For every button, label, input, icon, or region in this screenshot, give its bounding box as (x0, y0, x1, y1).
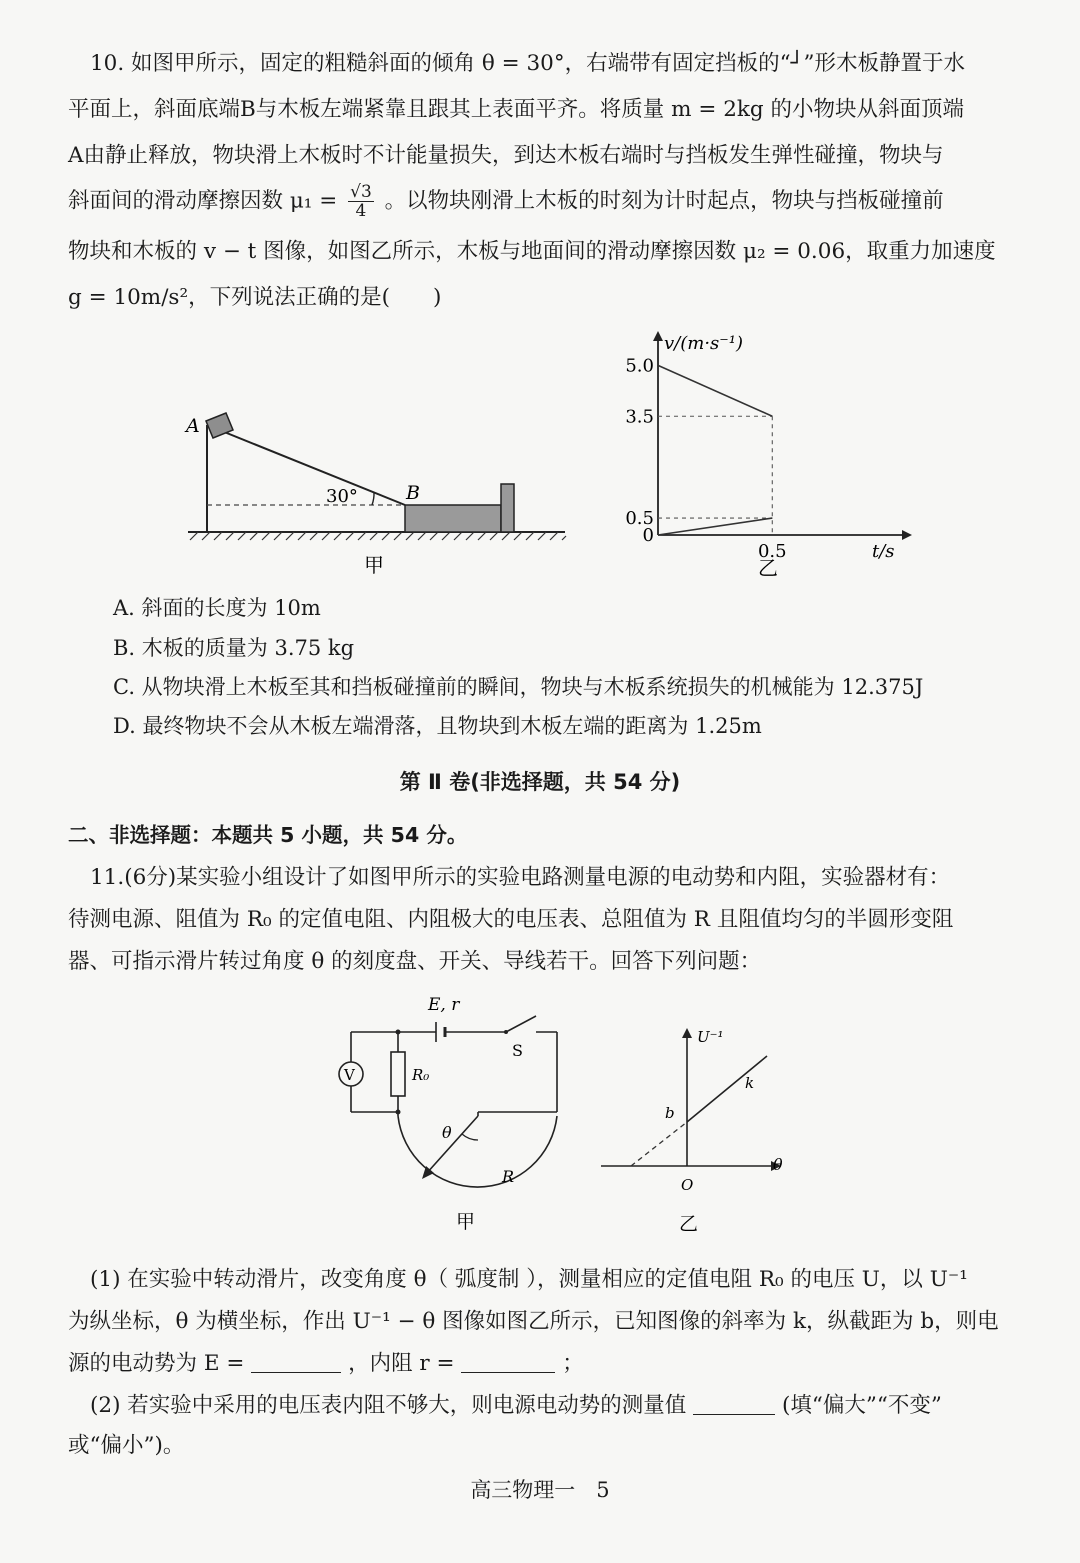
mu1-numerator: √3 (350, 182, 372, 202)
slope-label: k (745, 1074, 755, 1092)
series-line-1 (658, 518, 772, 535)
measurement-bias-answer-blank[interactable] (693, 1392, 775, 1415)
q10-line4-post: 。以物块刚滑上木板的时刻为计时起点，物块与挡板碰撞前 (384, 188, 944, 214)
label-A: A (186, 415, 200, 437)
q10-line6: g = 10m/s²，下列说法正确的是( ) (68, 285, 442, 310)
q11-part1-line1: (1) 在实验中转动滑片，改变角度 θ（ 弧度制 ），测量相应的定值电阻 R₀ 的电压 U，以 U⁻¹ (90, 1267, 968, 1292)
x-axis-label: t/s (872, 541, 895, 562)
q11-line1: 11.(6分)某实验小组设计了如图甲所示的实验电路测量电源的电动势和内阻，实验器材有： (90, 865, 951, 890)
part1-end: ； (562, 1351, 584, 1376)
y-label-u-inverse: U⁻¹ (697, 1028, 724, 1046)
mu1-denominator: 4 (355, 201, 367, 221)
q10-line1: 10. 如图甲所示，固定的粗糙斜面的倾角 θ = 30°，右端带有固定挡板的“┘”形木板静置于水 (90, 51, 966, 76)
x-label-theta: θ (773, 1155, 783, 1174)
q11-line2: 待测电源、阻值为 R₀ 的定值电阻、内阻极大的电压表、总阻值为 R 且阻值均匀的半圆形变阻 (68, 907, 954, 932)
incline-figure (180, 395, 580, 585)
label-Er: E, r (428, 995, 460, 1015)
caption-graph-yi: 乙 (679, 1213, 699, 1235)
x-axis-arrow (902, 530, 912, 540)
slider-arm (426, 1116, 478, 1174)
y-axis-arrow (653, 331, 663, 341)
angle-arc (372, 492, 374, 505)
section-heading: 二、非选择题：本题共 5 小题，共 54 分。 (68, 823, 468, 847)
caption-yi: 乙 (758, 556, 778, 580)
x-tick-label: 0.5 (757, 541, 787, 562)
series-line-0 (658, 365, 772, 416)
part2-prompt: (2) 若实验中采用的电压表内阻不够大，则电源电动势的测量值 (90, 1393, 687, 1418)
option-a: A. 斜面的长度为 10m (113, 596, 321, 620)
label-V: V (344, 1066, 355, 1084)
caption-circuit-jia: 甲 (456, 1211, 476, 1233)
q10-line3: A由静止释放，物块滑上木板时不计能量损失，到达木板右端时与挡板发生弹性碰撞，物块与 (68, 143, 944, 168)
option-b: B. 木板的质量为 3.75 kg (113, 636, 355, 660)
extrapolated-dashed-line (631, 1122, 687, 1166)
resistor-r0 (391, 1052, 405, 1096)
q10-line5: 物块和木板的 v − t 图像，如图乙所示，木板与地面间的滑动摩擦因数 μ₂ = 0.06，取重力加速度 (68, 239, 996, 264)
circuit-diagram (330, 988, 570, 1238)
resistance-prompt: ，内阻 r = (348, 1351, 455, 1376)
option-c: C. 从物块滑上木板至其和挡板碰撞前的瞬间，物块与木板系统损失的机械能为 12.375J (113, 675, 924, 699)
y-axis-label: v/(m·s⁻¹) (664, 333, 744, 354)
part2-choices: (填“偏大”“不变” (781, 1393, 942, 1418)
y-tick-label: 3.5 (625, 406, 654, 428)
q10-line4-pre: 斜面间的滑动摩擦因数 μ₁ = (68, 188, 338, 214)
label-B: B (406, 482, 420, 504)
y-tick-label: 5.0 (625, 355, 654, 377)
mu1-fraction (348, 183, 374, 220)
option-d: D. 最终物块不会从木板左端滑落，且物块到木板左端的距离为 1.25m (113, 714, 762, 738)
caption-jia: 甲 (364, 553, 384, 577)
switch-blade (506, 1016, 536, 1032)
fit-line (687, 1056, 767, 1122)
label-theta: θ (442, 1123, 452, 1142)
ground-hatch (190, 532, 566, 540)
internal-resistance-answer-blank[interactable] (461, 1350, 555, 1373)
semicircle-rheostat (398, 1116, 557, 1187)
section-title: 第 Ⅱ 卷(非选择题，共 54 分) (399, 770, 681, 794)
vt-chart (610, 325, 920, 580)
board-stopper (501, 484, 514, 532)
y-tick-label: 0 (642, 525, 654, 546)
u-inverse-axis-arrow (682, 1028, 692, 1038)
q11-part1-line2: 为纵坐标，θ 为横坐标，作出 U⁻¹ − θ 图像如图乙所示，已知图像的斜率为 k，纵截距为 b，则电 (68, 1309, 999, 1334)
emf-prompt: 源的电动势为 E = (68, 1351, 245, 1376)
q10-line2: 平面上，斜面底端B与木板左端紧靠且跟其上表面平齐。将质量 m = 2kg 的小物块从斜面顶端 (68, 97, 965, 122)
emf-answer-blank[interactable] (251, 1350, 341, 1373)
label-R0: R₀ (412, 1066, 430, 1084)
inverse-u-graph (595, 1008, 795, 1238)
intercept-label: b (665, 1104, 675, 1122)
angle-label: 30° (326, 486, 358, 507)
q11-part1-line3 (68, 1346, 1018, 1377)
q11-part2-line2: 或“偏小”)。 (68, 1433, 185, 1458)
theta-arc (462, 1134, 478, 1140)
y-tick-label: 0.5 (625, 508, 654, 530)
page-footer: 高三物理一 5 (470, 1478, 610, 1502)
q11-part2-line1 (90, 1388, 1040, 1419)
origin-label: O (681, 1176, 694, 1194)
label-S: S (512, 1041, 523, 1060)
wooden-board (405, 505, 501, 532)
incline-surface (207, 425, 405, 505)
q10-line4 (68, 183, 1018, 220)
label-R: R (502, 1167, 515, 1186)
q11-line3: 器、可指示滑片转过角度 θ 的刻度盘、开关、导线若干。回答下列问题： (68, 949, 762, 974)
